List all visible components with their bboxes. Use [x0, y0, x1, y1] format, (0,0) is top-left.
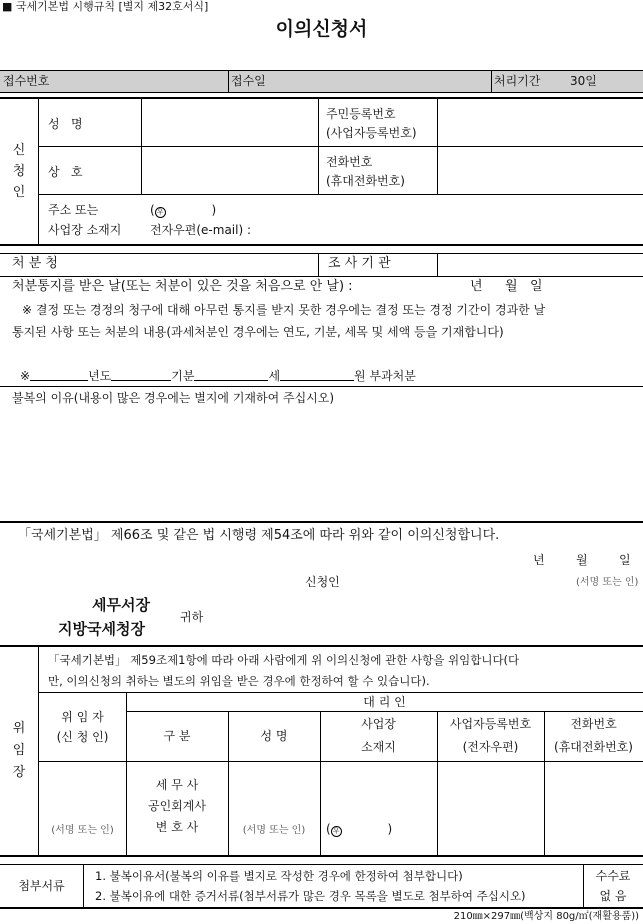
receipt-number-label: 접수번호	[3, 74, 50, 88]
agent-type-tax-accountant[interactable]: 세 무 사	[155, 778, 199, 792]
declaration-text: 「국세기본법」 제66조 및 같은 법 시행령 제54조에 따라 위와 같이 이의신청합니다.	[18, 528, 500, 543]
address-label-1: 주소 또는	[48, 203, 99, 217]
investigator-label: 조 사 기 관	[328, 256, 391, 271]
agent-bizno-header: 사업자등록번호	[449, 717, 532, 731]
form-reference: ■ 국세기본법 시행규칙 [별지 제32호서식]	[2, 0, 209, 13]
declaration-year-label: 년	[533, 553, 545, 567]
addressee-honorific: 귀하	[180, 610, 204, 624]
mobile-label: (휴대전화번호)	[326, 174, 405, 188]
delegation-side-label-2: 임	[12, 743, 26, 758]
notice-date-label: 처분통지를 받은 날(또는 처분이 있은 것을 처음으로 안 날) :	[12, 279, 353, 294]
business-number-label: (사업자등록번호)	[326, 126, 417, 140]
delegator-sub-label: (신 청 인)	[56, 730, 109, 744]
applicant-side-label-1: 신	[12, 143, 26, 158]
postal-mark-icon: 우	[331, 826, 342, 837]
objection-reason-label: 불복의 이유(내용이 많은 경우에는 별지에 기재하여 주십시오)	[12, 391, 335, 405]
regional-tax-office-chief: 지방국세청장	[58, 620, 145, 638]
agent-phone-header: 전화번호	[570, 717, 617, 731]
processing-period-label: 처리기간	[494, 74, 541, 88]
agent-type-lawyer[interactable]: 변 호 사	[155, 820, 199, 834]
tax-office-chief: 세무서장	[92, 596, 150, 614]
disposition-office-label: 처 분 청	[12, 256, 58, 271]
postal-mark-icon: 우	[155, 207, 166, 218]
delegation-text-1: 「국세기본법」 제59조제1항에 따라 아래 사람에게 위 이의신청에 관한 사항을 위임합니다(다	[48, 653, 520, 667]
fee-label: 수수료	[595, 869, 631, 883]
investigator-field[interactable]	[438, 254, 642, 275]
declaration-day-label: 일	[619, 553, 631, 567]
agent-address-field[interactable]: ( 우 )	[326, 822, 393, 836]
disposition-office-field[interactable]	[100, 254, 317, 275]
agent-email-header: (전자우편)	[462, 740, 519, 754]
tax-period-label: 기분	[171, 369, 195, 383]
attachment-item-2: 2. 불복이유에 대한 증거서류(첨부서류가 많은 경우 목록을 별도로 첨부하여 주십시오)	[95, 889, 526, 903]
applicant-signature-label: 신청인	[305, 575, 340, 589]
attachment-item-1: 1. 불복이유서(불복의 이유를 별지로 작성한 경우에 한정하여 첨부합니다)	[95, 869, 463, 883]
agent-address-sub-header: 소재지	[361, 740, 396, 754]
delegation-side-label-1: 위	[12, 721, 26, 736]
tax-note-mark: ※	[20, 369, 31, 383]
notice-month-label: 월	[505, 279, 518, 294]
processing-period-value: 30일	[570, 74, 597, 88]
tax-year-label: 년도	[88, 369, 112, 383]
tax-amount-label: 원 부과처분	[354, 369, 416, 383]
applicant-id-field[interactable]	[438, 99, 642, 145]
delegator-signature-hint[interactable]: (서명 또는 인)	[51, 825, 114, 836]
receipt-row	[0, 70, 643, 92]
agent-signature-hint[interactable]: (서명 또는 인)	[242, 825, 306, 836]
agent-type-header: 구 분	[163, 729, 191, 743]
applicant-side-label-2: 청	[12, 164, 26, 179]
notice-date-note: ※ 결정 또는 경정의 청구에 대해 아무런 통지를 받지 못한 경우에는 결정 또는 경정 기간이 경과한 날	[22, 303, 546, 317]
applicant-name-field[interactable]	[142, 99, 317, 145]
declaration-month-label: 월	[576, 553, 588, 567]
applicant-side-label-3: 인	[12, 185, 26, 200]
address-field[interactable]: ( 우 )	[150, 203, 217, 217]
trade-name-field[interactable]	[142, 147, 317, 193]
page-title: 이의신청서	[275, 18, 368, 40]
tax-details-line[interactable]	[20, 369, 416, 383]
address-label-2: 사업장 소재지	[48, 223, 122, 237]
tax-item-label: 세	[268, 369, 281, 383]
agent-mobile-header: (휴대전화번호)	[554, 740, 633, 754]
delegator-label: 위 임 자	[61, 710, 104, 724]
objection-reason-field[interactable]	[2, 410, 640, 520]
paper-spec: 210㎜×297㎜(백상지 80g/㎡(재활용품))	[453, 911, 639, 922]
name-label: 성 명	[48, 117, 83, 131]
trade-name-label: 상 호	[48, 165, 83, 179]
disposition-content-label: 통지된 사항 또는 처분의 내용(과세처분인 경우에는 연도, 기분, 세목 및 세액 등을 기재합니다)	[12, 325, 504, 339]
id-number-label: 주민등록번호	[326, 107, 396, 121]
notice-year-label: 년	[470, 279, 483, 294]
agent-address-header: 사업장	[361, 717, 396, 731]
phone-label: 전화번호	[326, 155, 373, 169]
attachments-label: 첨부서류	[18, 879, 65, 893]
phone-field[interactable]	[438, 147, 642, 193]
fee-value: 없 음	[599, 889, 627, 903]
delegation-side-label-3: 장	[12, 765, 26, 780]
notice-day-label: 일	[530, 279, 543, 294]
delegation-text-2: 만, 이의신청의 취하는 별도의 위임을 받은 경우에 한정하여 할 수 있습니다).	[48, 674, 430, 688]
applicant-signature-hint[interactable]: (서명 또는 인)	[576, 577, 639, 588]
email-label: 전자우편(e-mail) :	[150, 223, 252, 237]
receipt-date-label: 접수일	[231, 74, 266, 88]
agent-type-cpa[interactable]: 공인회계사	[148, 799, 206, 813]
agent-name-header: 성 명	[260, 729, 288, 743]
agent-header: 대 리 인	[363, 695, 406, 709]
